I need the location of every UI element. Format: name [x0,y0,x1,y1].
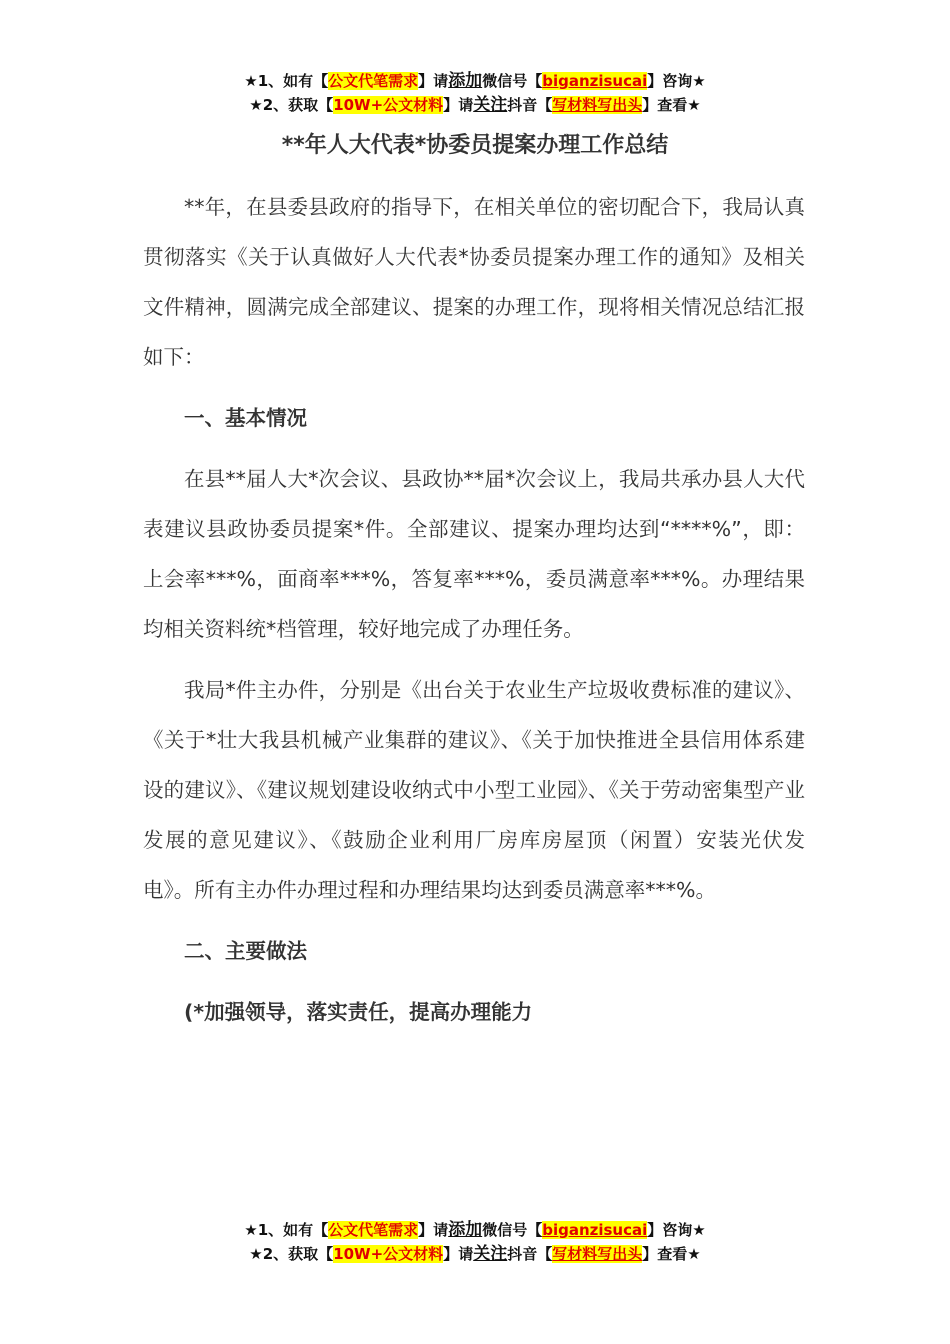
promo-text: ★2、获取【 [249,1245,334,1263]
promo-text: 】请 [443,1245,474,1263]
promo-highlight: 10W+公文材料 [333,1245,444,1263]
promo-douyin-id: 写材料写出头 [552,96,643,114]
promo-emphasis: 添加 [448,1220,483,1240]
promo-text: 微信号【 [482,1221,543,1239]
promo-text: 抖音【 [507,1245,553,1263]
promo-text: 】查看★ [642,1245,701,1263]
promo-text: ★1、如有【 [244,1221,329,1239]
promo-text: 】请 [443,96,474,114]
promo-text: 】查看★ [642,96,701,114]
promo-text: ★2、获取【 [249,96,334,114]
section-heading-methods: 二、主要做法 [184,939,307,963]
subsection-heading-leadership: (*加强领导，落实责任，提高办理能力 [184,1000,533,1024]
promo-highlight: 10W+公文材料 [333,96,444,114]
document-title: **年人大代表*协委员提案办理工作总结 [281,133,669,158]
promo-text: ★1、如有【 [244,72,329,90]
promo-highlight: 公文代笔需求 [328,1221,419,1239]
promo-line-2 [0,1242,950,1266]
promo-emphasis: 添加 [448,71,483,91]
promo-text: 】咨询★ [647,72,706,90]
promo-wechat-id: biganzisucai [542,1221,648,1239]
promo-footer [0,1218,950,1266]
promo-line-1 [0,69,950,93]
promo-emphasis: 关注 [473,95,508,115]
promo-line-1 [0,1218,950,1242]
promo-text: 】咨询★ [647,1221,706,1239]
promo-text: 微信号【 [482,72,543,90]
promo-text: 】请 [418,1221,449,1239]
document-body [143,182,805,1048]
promo-text: 】请 [418,72,449,90]
promo-line-2 [0,93,950,117]
promo-emphasis: 关注 [473,1244,508,1264]
promo-header [0,69,950,117]
promo-wechat-id: biganzisucai [542,72,648,90]
intro-paragraph: **年，在县委县政府的指导下，在相关单位的密切配合下，我局认真贯彻落实《关于认真做好人大代表*协委员提案办理工作的通知》及相关文件精神，圆满完成全部建议、提案的办理工作，现将相关情况总结汇报如下： [143,195,805,369]
promo-highlight: 公文代笔需求 [328,72,419,90]
promo-text: 抖音【 [507,96,553,114]
basic-info-paragraph: 在县**届人大*次会议、县政协**届*次会议上，我局共承办县人大代表建议县政协委员提案*件。全部建议、提案办理均达到“****%”，即：上会率***%，面商率***%，答复率***%，委员满意率***%。办理结果均相关资料统*档管理，较好地完成了办理任务。 [143,467,805,641]
promo-douyin-id: 写材料写出头 [552,1245,643,1263]
section-heading-basic: 一、基本情况 [184,406,307,430]
main-cases-paragraph: 我局*件主办件，分别是《出台关于农业生产垃圾收费标准的建议》、《关于*壮大我县机械产业集群的建议》、《关于加快推进全县信用体系建设的建议》、《建议规划建设收纳式中小型工业园》、《关于劳动密集型产业发展的意见建议》、《鼓励企业利用厂房库房屋顶（闲置）安装光伏发电》。所有主办件办理过程和办理结果均达到委员满意率***%。 [143,678,805,902]
